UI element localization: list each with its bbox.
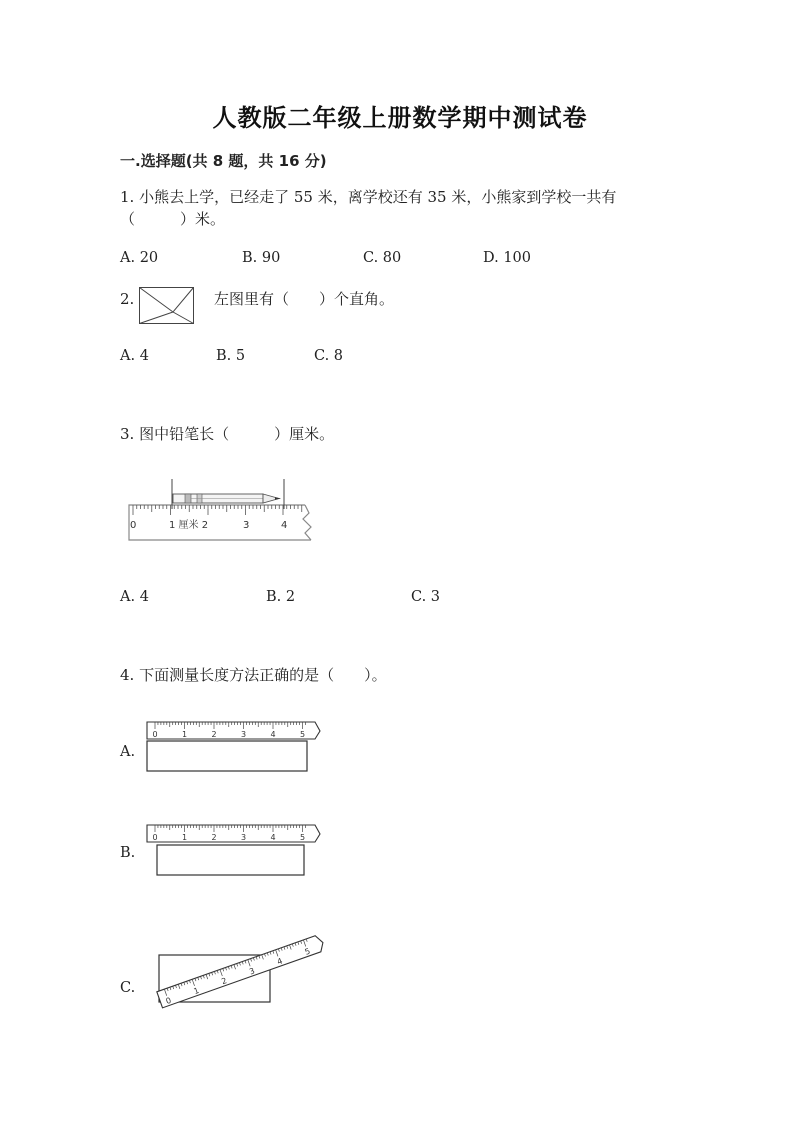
question-1-option-d: D. 100 <box>483 250 532 266</box>
question-1-option-c: C. 80 <box>363 250 402 266</box>
ruler-label-0: 0 <box>130 520 137 531</box>
ruler-digit: 5 <box>300 730 306 739</box>
question-1-option-b: B. 90 <box>242 250 281 266</box>
question-2-option-c: C. 8 <box>314 348 344 364</box>
ruler-digit: 3 <box>248 966 256 977</box>
pencil-ruler-figure <box>125 475 325 545</box>
question-2-option-b: B. 5 <box>216 348 246 364</box>
ruler-digit: 2 <box>211 833 217 842</box>
ruler-digit: 4 <box>270 730 276 739</box>
ruler-digit: 1 <box>182 833 188 842</box>
question-1-option-a: A. 20 <box>120 250 159 266</box>
pencil-icon <box>173 494 281 503</box>
ruler-digit: 3 <box>241 833 247 842</box>
ruler-label-3: 3 <box>243 520 250 531</box>
question-1-text-line2: （ ）米。 <box>120 210 226 228</box>
ruler-digit: 4 <box>270 833 276 842</box>
ruler-c <box>157 934 326 1008</box>
ruler-digit: 0 <box>152 833 158 842</box>
section-heading: 一.选择题(共 8 题，共 16 分) <box>120 152 327 170</box>
ruler-label-4: 4 <box>281 520 288 531</box>
question-4-text: 4. 下面测量长度方法正确的是（ ）。 <box>120 666 387 684</box>
option-b-label: B. <box>120 845 136 861</box>
rectangle-a <box>147 741 307 771</box>
ruler-digit: 2 <box>211 730 217 739</box>
option-a-figure <box>144 719 324 775</box>
ruler-a <box>147 722 320 739</box>
ruler-b <box>147 825 320 842</box>
envelope-figure <box>139 287 195 325</box>
option-c-figure <box>147 928 327 1008</box>
question-2-option-a: A. 4 <box>120 348 149 364</box>
ruler-digit: 1 <box>182 730 188 739</box>
option-b-figure <box>144 822 324 878</box>
ruler-digit: 0 <box>152 730 158 739</box>
ruler-digit: 4 <box>275 956 284 967</box>
ruler-digit: 2 <box>220 976 229 987</box>
question-3-option-b: B. 2 <box>266 589 296 605</box>
ruler-label-1-2: 1 厘米 2 <box>169 520 209 531</box>
question-1-text-line1: 1. 小熊去上学，已经走了 55 米，离学校还有 35 米，小熊家到学校一共有 <box>120 188 617 206</box>
option-a-label: A. <box>120 744 136 760</box>
page-title: 人教版二年级上册数学期中测试卷 <box>212 104 588 132</box>
question-3-option-a: A. 4 <box>120 589 149 605</box>
rectangle-b <box>157 845 304 875</box>
question-3-text: 3. 图中铅笔长（ ）厘米。 <box>120 425 335 443</box>
question-2-number: 2. <box>120 290 135 308</box>
option-c-label: C. <box>120 980 136 996</box>
ruler-digit: 0 <box>164 995 173 1007</box>
question-3-option-c: C. 3 <box>411 589 441 605</box>
ruler-digit: 1 <box>192 985 201 997</box>
ruler-digit: 3 <box>241 730 247 739</box>
ruler-digit: 5 <box>300 833 306 842</box>
ruler-digit: 5 <box>303 946 312 957</box>
question-2-text: 左图里有（ ）个直角。 <box>214 290 395 308</box>
